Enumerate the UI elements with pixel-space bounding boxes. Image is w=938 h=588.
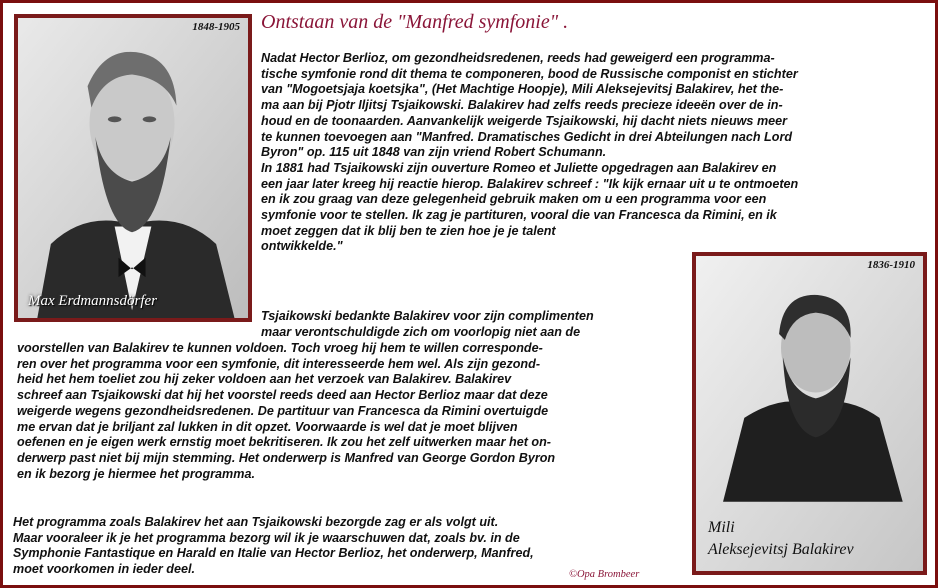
portrait-erdmannsdorfer-image — [18, 18, 248, 318]
text-line: Symphonie Fantastique en Harald en Italie van Hector Berlioz, het onderwerp, Manfred, — [13, 546, 534, 561]
text-line: moet zeggen dat ik blij ben te zien hoe je je talent — [261, 223, 556, 238]
paragraph-intro — [261, 51, 798, 255]
text-line: Het programma zoals Balakirev het aan Tsjaikowski bezorgde zag er als volgt uit. — [13, 515, 499, 529]
text-line: Maar vooraleer ik je het programma bezorg wil ik je waarschuwen dat, zoals bv. in de — [13, 530, 520, 545]
portrait-balakirev — [692, 252, 927, 575]
text-line: ontwikkelde." — [261, 239, 343, 254]
copyright-credit: ©Opa Brombeer — [569, 569, 640, 580]
text-line: Nadat Hector Berlioz, om gezondheidsredenen, reeds had geweigerd een programma- — [261, 51, 775, 65]
text-line: en ik zou graag van deze gelegenheid gebruik maken om u een programma voor een — [261, 192, 767, 207]
portrait-erdmannsdorfer — [14, 14, 252, 322]
text-line: oefenen en je eigen werk ernstig moet bekritiseren. Ik zou het zelf uitwerken maar het on- — [17, 435, 551, 450]
text-line: een jaar later kreeg hij reactie hierop. Balakirev schreef : "Ik kijk ernaar uit u te ontmoeten — [261, 176, 799, 191]
page-title: Ontstaan van de "Manfred symfonie" . — [261, 11, 569, 33]
text-line: me ervan dat je briljant zal lukken in dit opzet. Voorwaarde is wel dat je moet blijven — [17, 419, 518, 434]
text-line: Byron" op. 115 uit 1848 van zijn vriend Robert Schumann. — [261, 145, 607, 160]
caption-balakirev — [708, 517, 854, 561]
paragraph-reply-start — [261, 309, 594, 340]
text-line: moet voorkomen in ieder deel. — [13, 562, 195, 577]
text-line: voorstellen van Balakirev te kunnen voldoen. Toch vroeg hij hem te willen corresponde- — [17, 341, 543, 355]
text-line: Tsjaikowski bedankte Balakirev voor zijn complimenten — [261, 309, 594, 323]
text-line: heid het hem toeliet zou hij zeker voldoen aan het verzoek van Balakirev. Balakirev — [17, 372, 512, 387]
text-line: te kunnen toevoegen aan "Manfred. Dramatisches Gedicht in drei Abteilungen nach Lord — [261, 129, 793, 144]
text-line: van "Mogoetsjaja koetsjka", (Het Machtige Hoopje), Mili Aleksejevitsj Balakirev, het the- — [261, 82, 784, 97]
text-line: maar verontschuldigde zich om voorlopig niet aan de — [261, 324, 581, 339]
text-line: en ik bezorg je hiermee het programma. — [17, 466, 255, 481]
caption-erdmannsdorfer: Max Erdmannsdörfer — [28, 293, 158, 309]
text-line: symfonie voor te stellen. Ik zag je partituren, vooral die van Francesca da Rimini, en ik — [261, 208, 777, 223]
caption-balakirev-line2: Aleksejevitsj Balakirev — [708, 541, 854, 558]
text-line: ma aan bij Pjotr Iljitsj Tsjaikowski. Balakirev had zelfs reeds precieze ideeën over de in- — [261, 98, 783, 113]
paragraph-reply — [17, 341, 555, 482]
text-line: In 1881 had Tsjaikowski zijn ouverture Romeo et Juliette opgedragen aan Balakirev en — [261, 160, 777, 175]
years-erdmannsdorfer: 1848-1905 — [192, 21, 240, 33]
text-line: houd en de toonaarden. Aanvankelijk weigerde Tsjaikowski, hij dacht niets nieuws meer — [261, 113, 788, 128]
text-line: derwerp past niet bij mijn stemming. Het onderwerp is Manfred van George Gordon Byron — [17, 450, 556, 465]
text-line: tische symfonie rond dit thema te componeren, bood de Russische componist en stichter — [261, 66, 798, 81]
text-line: ren over het programma voor een symfonie, dit interesseerde hem wel. Als zijn gezond- — [17, 356, 541, 371]
years-balakirev: 1836-1910 — [867, 259, 915, 271]
text-line: schreef aan Tsjaikowski dat hij het voorstel reeds deed aan Hector Berlioz maar dat deze — [17, 388, 548, 403]
caption-balakirev-line1: Mili — [708, 519, 735, 536]
paragraph-program — [13, 515, 534, 578]
text-line: weigerde wegens gezondheidsredenen. De partituur van Francesca da Rimini overtuigde — [17, 403, 549, 418]
